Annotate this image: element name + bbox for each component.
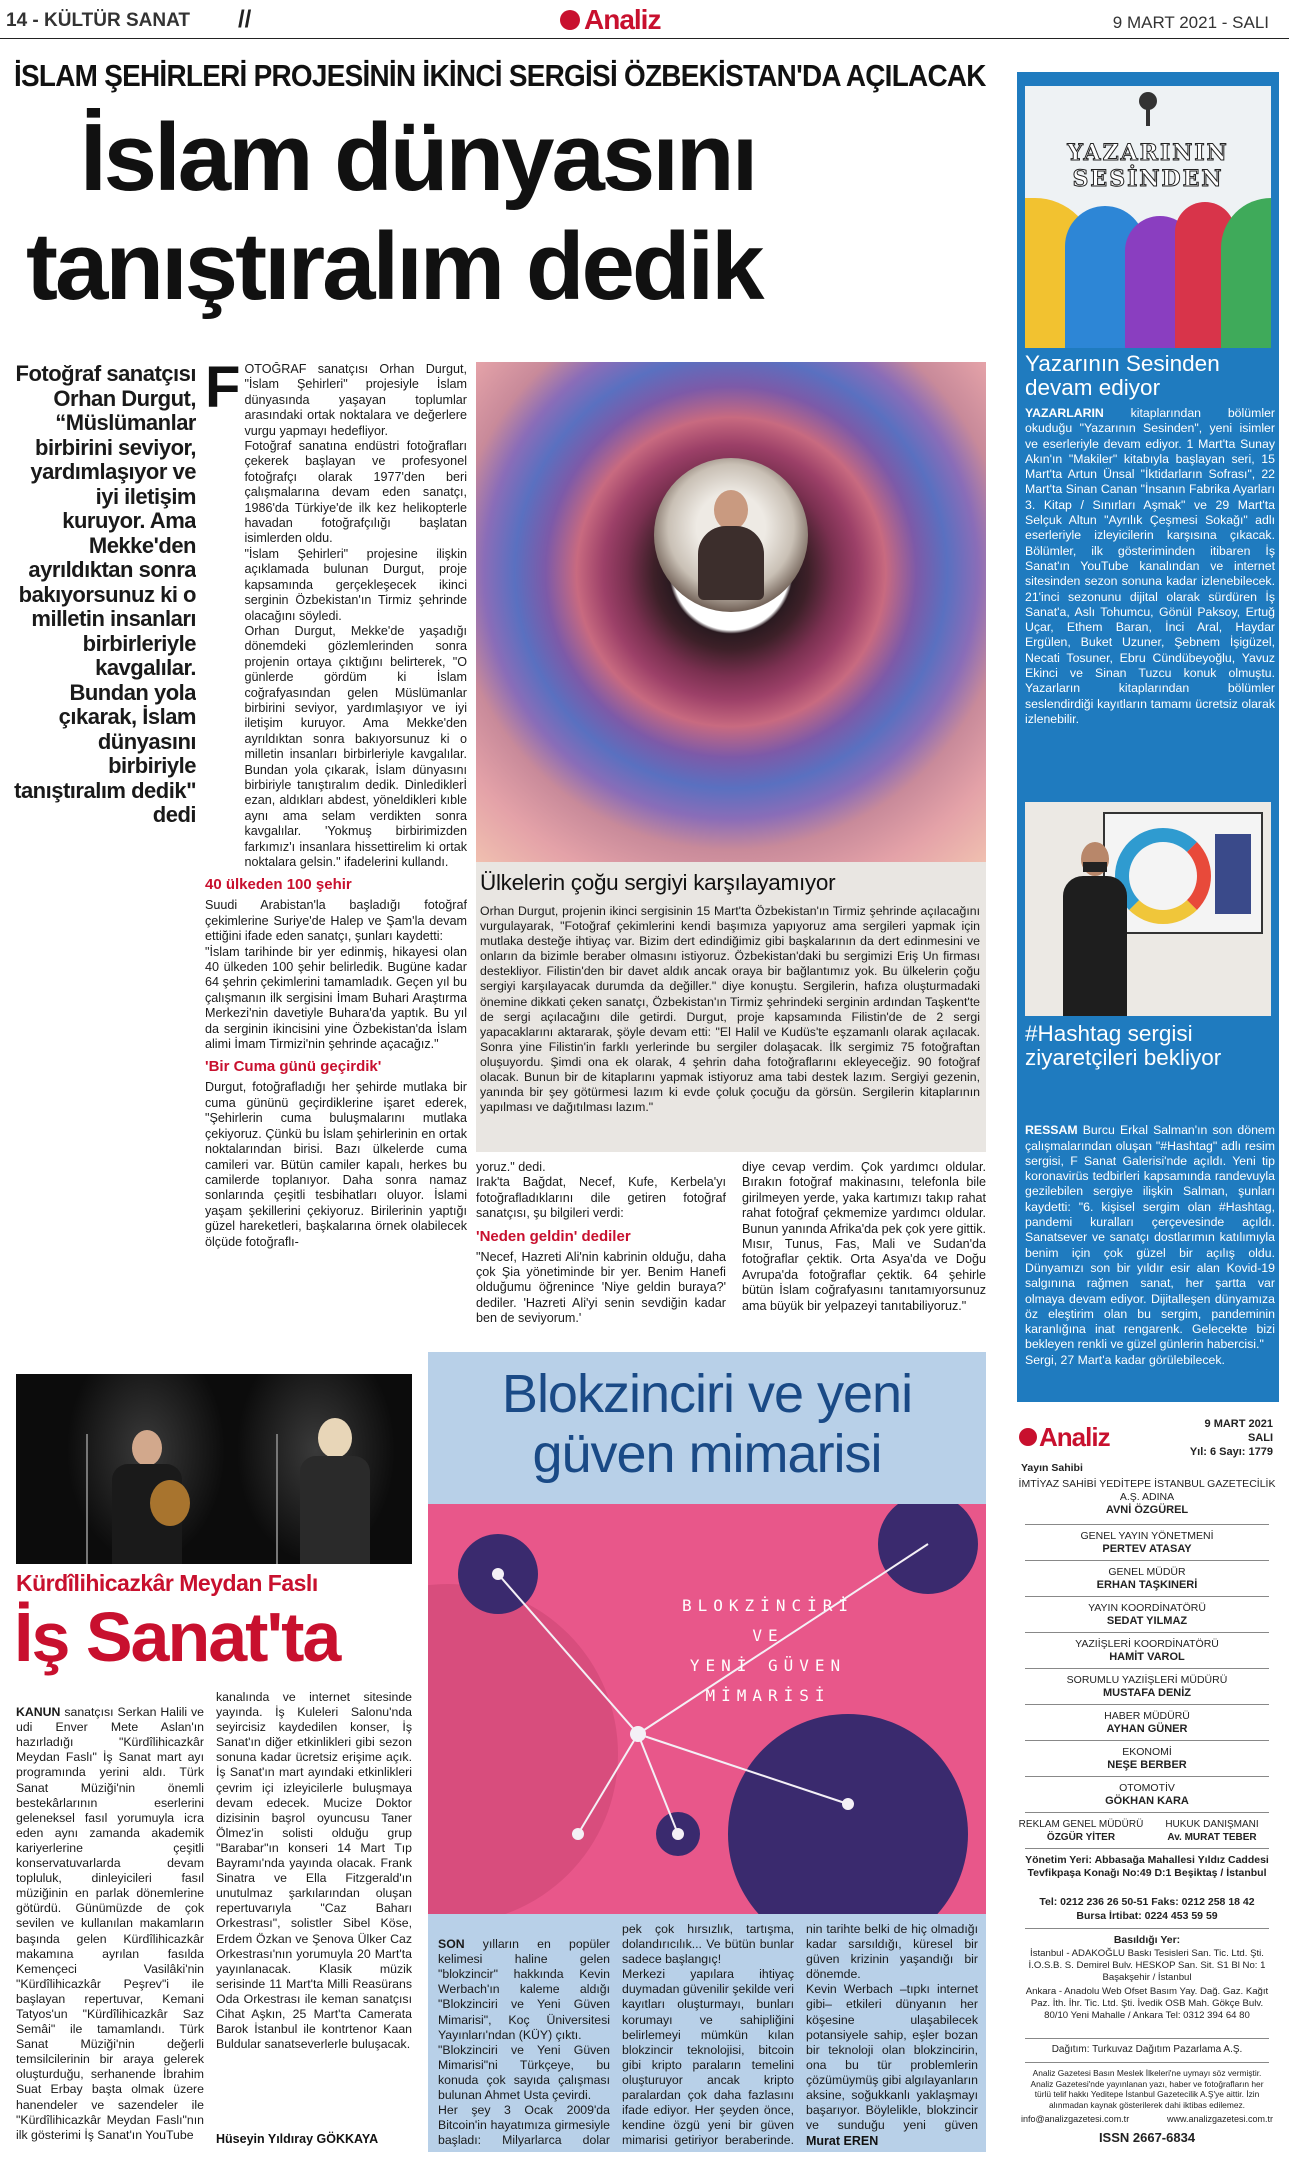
book-column-1 xyxy=(438,1922,610,2148)
masthead-issn: ISSN 2667-6834 xyxy=(1098,2130,1196,2145)
photo-orhan-durgut xyxy=(476,362,986,862)
concert-text-2: kanalında ve internet sitesinde yayında. İş Kuleleri Salonu'nda seyircisiz kaydedilen konser, İş Sanat'ın diğer etkinlikleri gibi sezon sonuna kadar ücretsiz erişime açık. İş Sanat'ın mart ayındaki etkinlikleri çevrim içi izleyicilerle buluşmaya devam edecek. Mucize Doktor dizisinin başrol oyuncusu Taner Ölmez'in solisti olduğu grup "Barabar"ın konseri 14 Mart Tıp Bayramı'nda yayında olacak. Frank Sinatra ve Ella Fitzgerald'ın unutulmaz şarkılarından oluşan repertuvarıyla "Caz Baharı Orkestrası", solistler Sibel Köse, Erdem Özkan ve Şenova Ülker Caz Orkestrası'nın yorumuyla 20 Mart'ta yayınlanacak. Klasik müzik serisinde 11 Mart'ta Milli Reasürans Oda Orkestrası ile keman sanatçısı Cihat Aşkın, 25 Mart'ta Camerata Barok İstanbul ile kontrtenor Kaan Buldular sanatseverlerle buluşacak. xyxy=(216,1690,412,2052)
subhead-why-came: 'Neden geldin' dediler xyxy=(476,1227,631,1245)
book-headline-1: Blokzinciri ve yeni xyxy=(501,1364,913,1424)
subhead-40-countries: 40 ülkeden 100 şehir xyxy=(205,876,352,894)
masthead-reklam: REKLAM GENEL MÜDÜRÜ ÖZGÜR YİTER xyxy=(1018,1819,1144,1843)
masthead-logo: Analiz xyxy=(1039,1422,1110,1452)
book-column-3 xyxy=(806,1922,978,2148)
section-label: 14 - KÜLTÜR SANAT xyxy=(6,10,191,31)
headline-line-2: tanıştıralım dedik xyxy=(26,213,762,320)
book-lead: SON xyxy=(438,1937,465,1952)
oud-instrument xyxy=(150,1480,190,1526)
person-body xyxy=(698,526,764,600)
col2-text-b: "Necef, Hazreti Ali'nin kabrinin olduğu, daha çok Şia yönetiminde bir yer. Benim Hanefi olduğumu öğrenince 'Niye geldin buraya?' dediler. 'Hazreti Ali'yi senin sevdiğin kadar ben de seviyorum.' xyxy=(476,1249,726,1326)
masthead-print-head: Basıldığı Yer: xyxy=(1113,1934,1181,1946)
node-top-right xyxy=(878,1504,978,1594)
network-graphic xyxy=(428,1504,986,1914)
masthead-day: SALI xyxy=(1247,1432,1273,1444)
poster-title-2: SESİNDEN xyxy=(1072,166,1224,192)
musician-male xyxy=(112,1430,182,1564)
masthead-date: 9 MART 2021 xyxy=(1204,1418,1273,1430)
masthead-oto: OTOMOTİV GÖKHAN KARA xyxy=(1105,1782,1189,1807)
concert-headline: İş Sanat'ta xyxy=(14,1598,340,1676)
logo-text: Analiz xyxy=(584,4,661,35)
masthead-hukuk: HUKUK DANIŞMANI Av. MURAT TEBER xyxy=(1165,1819,1259,1843)
mic-stand-2 xyxy=(276,1434,278,1564)
concert-byline: Hüseyin Yıldıray GÖKKAYA xyxy=(216,2132,379,2146)
node-large-right xyxy=(728,1714,968,1914)
dropcap: F xyxy=(205,355,241,420)
item1-title: Yazarının Sesinden devam ediyor xyxy=(1025,351,1220,400)
masthead-issue: Yıl: 6 Sayı: 1779 xyxy=(1189,1446,1273,1458)
masthead-gm: GENEL MÜDÜR ERHAN TAŞKINERİ xyxy=(1096,1566,1198,1591)
masthead-email[interactable]: info@analizgazetesi.com.tr xyxy=(1021,2114,1130,2124)
article-column-2 xyxy=(476,1160,726,1360)
subhead-friday: 'Bir Cuma günü geçirdik' xyxy=(205,1058,382,1076)
masthead-bursa: Bursa İrtibat: 0224 453 59 59 xyxy=(1076,1910,1218,1922)
cover-text-4: MİMARİSİ xyxy=(705,1686,831,1705)
logo-icon xyxy=(560,10,580,30)
poster-face-green xyxy=(1221,198,1271,348)
header-rule xyxy=(0,38,1289,39)
concert-text-1: sanatçısı Serkan Halili ve udi Enver Mete Aslan'ın hazırladığı "Kürdîlihicazkâr Meydan Faslı" İş Sanat mart ayı programında yerini aldı. Türk Sanat Müziği'nin önemli bestekârlarının eserlerini geleneksel fasıl yorumuyla icra eden aynı zamanda akademik kariyerlerine çeşitli konservatuvarlarda devam topluluk, dinleyicileri fasıl müziğinin en parlak dönemlerine götürdü. Günümüzde de çok sevilen ve kullanılan makamların başında gelen Kürdîlihicazkâr makamına ayrılan fasılda Kemençeci Vasilâki'nin "Kürdîlihicazkâr Peşrev"i ile başlayan repertuvar, Kemani Tatyos'un "Kürdîlihicazkâr Saz Semâi" ile tamamlandı. Türk Sanat Müziği'nin değerli temsilcilerinin bir araya gelerek oluşturduğu, serhanende İbrahim Suat Erbay başta olmak üzere hanendeler ve sazendeler ile "Kürdîlihicazkâr Meydan Faslı"nın ilk gösterimi İş Sanat'ın YouTube xyxy=(16,1705,204,2142)
item1-lead: YAZARLARIN xyxy=(1025,406,1104,420)
item1-body xyxy=(1025,406,1275,826)
masthead-dist: Dağıtım: Turkuvaz Dağıtım Pazarlama A.Ş. xyxy=(1051,2044,1243,2055)
poster-tree-icon xyxy=(1135,92,1161,126)
cover-text-1: BLOKZİNCİRİ xyxy=(682,1596,854,1615)
masthead-eko: EKONOMİ NEŞE BERBER xyxy=(1107,1746,1187,1771)
col1-text-c: Durgut, fotoğrafladığı her şehirde mutlaka bir cuma gününü geçirdiklerine işaret ederek, "Şehirlerin cuma buluşmalarını mutlaka çekiyoruz. Çünkü bu İslam şehirlerinin en ortak noktalarından birisi. Bazı ülkelerde cuma camileri var. Bütün camiler kapalı, herkes bu camilerde toplanıyor. Daha sonra namaz sonlarında çeşitli tesbihatları oluyor. İslami yaşam şekillerini çekiyoruz. Birilerinin yaptığı güzel hareketleri, başkalarına örnek olabilecek ölçüde fotoğraflı- xyxy=(205,1080,467,1249)
item2-text: Burcu Erkal Salman'ın son dönem çalışmalarından oluşan "#Hashtag" adlı resim sergisi, F Sanat Galerisi'nde açıldı. Yeni tip koronavirüs tedbirleri kapsamında randevuyla gezilebilen sergiye ilişkin Salman, şunları kaydetti: "6. kişisel sergim olan #Hashtag, pandemi kuralları çerçevesinde açıldı. Sanatsever ve sanatçı dostlarımın katılımıyla benim için çok güzel bir açılış oldu. Dünyamızı son bir yıldır esir alan Kovid-19 salgınına rağmen sanat, her şartta var olmaya devam ediyor. Dijitalleşen dünyamıza öz eleştirim olan bu sergim, pandeminin karanlığına inat rengarenk. Gelecekte bizi bekleyen renkli ve güzel günlerin habercisi." Sergi, 27 Mart'a kadar görülebilecek. xyxy=(1025,1123,1275,1367)
masthead-hm: HABER MÜDÜRÜ AYHAN GÜNER xyxy=(1104,1710,1190,1735)
painting xyxy=(1103,812,1263,934)
photo-hashtag-exhibition xyxy=(1025,802,1271,1016)
page-header xyxy=(0,0,1289,38)
header-logo xyxy=(560,4,740,34)
mic-stand-1 xyxy=(86,1434,88,1564)
poster-title-1: YAZARININ xyxy=(1067,140,1229,166)
masthead-yik: YAZIİŞLERİ KOORDİNATÖRÜ HAMİT VAROL xyxy=(1075,1638,1219,1663)
node-large-left xyxy=(428,1584,618,1914)
masthead-ethics: Analiz Gazetesi Basın Meslek İlkeleri'ne uymayı söz vermiştir. Analiz Gazetesi'nde yayınlanan yazı, haber ve fotoğrafların her türlü telif hakkı Yeditepe İstanbul Gazetecilik A.Ş'ye aittir. İzin alınmadan kaynak gösterilerek dahi iktibas edilemez. xyxy=(1030,2068,1264,2110)
masthead-yk: YAYIN KOORDİNATÖRÜ SEDAT YILMAZ xyxy=(1088,1602,1206,1627)
section-slashes: // xyxy=(238,6,252,33)
person-head xyxy=(714,490,748,530)
info-box-title: Ülkelerin çoğu sergiyi karşılayamıyor xyxy=(480,870,836,895)
concert-lead: KANUN xyxy=(16,1705,61,1720)
item2-body xyxy=(1025,1108,1275,1398)
book-column-2: pek çok hırsızlık, tartışma, dolandırıcılık... Ve bütün bunlar sadece başlangıç! Merkezi yapılara ihtiyaç duymadan güvenilir şekilde veri kayıtları oluşturmayı, bunları korumayı ve sahipliğini belirlemeyi mümkün kılan blokzincir teknolojisi, bitcoin gibi kripto paraların temelini oluşturuyor ancak kripto paralardan çok daha fazlasını ifade ediyor. Her şeyden önce, kendine özgü yeni bir güven mimarisi getiriyor beraberinde. xyxy=(622,1922,794,2148)
masthead-web[interactable]: www.analizgazetesi.com.tr xyxy=(1166,2114,1273,2124)
masthead xyxy=(1017,1414,1277,2154)
item2-lead: RESSAM xyxy=(1025,1123,1078,1138)
cover-text-2: VE xyxy=(752,1626,784,1645)
cover-text-3: YENİ GÜVEN xyxy=(689,1656,847,1675)
masthead-logo-icon xyxy=(1019,1428,1037,1446)
masthead-owner: İMTİYAZ SAHİBİ YEDİTEPE İSTANBUL GAZETECİLİK A.Ş. ADINA AVNİ ÖZGÜREL xyxy=(1018,1478,1276,1516)
pull-quote: Fotoğraf sanatçısı Orhan Durgut, “Müslümanlar birbirini seviyor, yardımlaşıyor ve iyi iletişim kuruyor. Ama Mekke'den ayrıldıktan sonra bakıyorsunuz ki o milletin insanları birbirleriyle kavgalılar. Bundan yola çıkarak, İslam dünyasını birbiriyle tanıştıralım dedik" dedi xyxy=(14,362,196,827)
info-box xyxy=(476,862,986,1152)
book-text-1: yılların en popüler kelimesi haline gelen "blokzincir" hakkında Kevin Werbach'ın kaleme aldığı "Blokzinciri ve Yeni Güven Mimarisi", Koç Üniversitesi Yayınları'ndan (KÜY) çıktı. "Blokzinciri ve Yeni Güven Mimarisi"ni Türkçeye, bu konuda çok sayıda çalışması bulunan Ahmet Usta çevirdi. Her şey 3 Ocak 2009'da Bitcoin'in hayatımıza girmesiyle başladı: Milyarlarca dolar xyxy=(438,1937,610,2148)
article-column-3: diye cevap verdim. Çok yardımcı oldular. Bırakın fotoğraf makinasını, telefonla bile girilmeyen yerde, yaka kartımızı takıp rahat rahat fotoğraf çekmemize yardımcı oldular. Bunun yanında Afrika'da pek çok yere gittik. Mısır, Tunus, Fas, Mali ve Sudan'da fotoğraflar çektik. Orta Asya'da ve Doğu Avrupa'da fotoğraflar çektik. 64 şehirle bütün İslam coğrafyasını tanıtamıyorsunuz ama büyük bir yelpazeyi tanıtabiliyoruz." xyxy=(742,1160,986,1313)
article-kicker: İSLAM ŞEHİRLERİ PROJESİNİN İKİNCİ SERGİSİ ÖZBEKİSTAN'DA AÇILACAK xyxy=(14,58,986,93)
book-article xyxy=(428,1352,986,2152)
masthead-gyy: GENEL YAYIN YÖNETMENİ PERTEV ATASAY xyxy=(1080,1530,1214,1555)
masthead-syim: SORUMLU YAZIİŞLERİ MÜDÜRÜ MUSTAFA DENİZ xyxy=(1066,1674,1228,1699)
concert-kicker: Kürdîlihicazkâr Meydan Faslı xyxy=(16,1570,318,1596)
info-box-text: Orhan Durgut, projenin ikinci sergisinin 15 Mart'ta Özbekistan'ın Tirmiz şehrinde açılacağını vurgulayarak, "Fotoğraf çekimlerini kendi başımıza yapıyoruz ama sergileri yapmak için mutlaka desteğe ihtiyaç var. Bizim dert edindiğimiz gibi başkalarının da dert edinmesini ve onların da bizimle beraber olmasını istiyoruz. Özbekistan'daki bu sergimizi Eriş Un firması destekliyor. Filistin'den bir davet aldık ancak oraya bir bağlantımız yok. Bu ülkelerin çoğu sergiyi karşılayacak durumda da değiller." diye konuştu. Sergilerin, hafıza oluşturmadaki önemine dikkati çeken sanatçı, Özbekistan'ın Tirmiz şehrindeki serginin ardından Taşkent'te de sergi açılacağını dile getirdi. Durgut, proje kapsamında Filistin'de de 2 sergi yapacaklarını aktararak, şöyle devam etti: "El Halil ve Kudüs'te eşzamanlı olarak açılacak. Sonra yine Filistin'in farklı yerlerinde bu sergiler dolaşacak. İlk sergimiz 75 fotoğraftan oluşuyordu. Şimdi ona ek olarak, 4 şehrin daha fotoğraflarını ekleyeceğiz. 90 fotoğraf olacak. Bunun bir de kitaplarını yapmak istiyoruz ama tabi destek lazım. Sergiyi gezenin, yanında bir şey götürmesi lazım ki evde çoluk çocuğu da görsün. Sergilerin kitaplarının yapılması ve dağıtılması lazım." xyxy=(480,904,980,1115)
item2-title: #Hashtag sergisi ziyaretçileri bekliyor xyxy=(1025,1021,1222,1070)
book-cover xyxy=(428,1504,986,1914)
right-sidebar xyxy=(1017,72,1279,1402)
col2-text-a: yoruz." dedi. Irak'ta Bağdat, Necef, Kufe, Kerbela'yı fotoğrafladıklarını dile getiren fotoğraf sanatçısı, şu bilgileri verdi: xyxy=(476,1160,726,1221)
issue-date: 9 MART 2021 - SALI xyxy=(1112,13,1269,32)
masthead-print-1: İstanbul - ADAKOĞLU Baskı Tesisleri San. Tic. Ltd. Şti. İ.O.S.B. S. Demirel Bulv. HESKOP San. Sit. S1 Bl No: 1 Başakşehir / İstanbul xyxy=(1028,1948,1266,1983)
masthead-owner-label: Yayın Sahibi xyxy=(1021,1462,1083,1474)
artist-figure xyxy=(1063,842,1127,1016)
masthead-address: Yönetim Yeri: Abbasağa Mahallesi Yıldız Caddesi Tevfikpaşa Konağı No:49 D:1 Beşiktaş / İstanbul xyxy=(1025,1854,1269,1879)
photo-concert xyxy=(16,1374,412,1564)
masthead-tel: Tel: 0212 236 26 50-51 Faks: 0212 258 18 42 xyxy=(1039,1896,1255,1908)
col1-text-a: OTOĞRAF sanatçısı Orhan Durgut, "İslam Şehirleri" projesiyle İslam dünyasında yaşayan toplumlar arasındaki ortak noktalara ve değerlere vurgu yapmayı hedefliyor. Fotoğraf sanatına endüstri fotoğrafları çekerek başlayan ve profesyonel fotoğrafçı olarak 1977'den beri çalışmalarına devam eden sanatçı, 1986'da Türkiye'de ilk kez helikopterle havadan fotoğrafçılığı başlatan isimlerden oldu. "İslam Şehirleri" projesine ilişkin açıklamada bulunan Durgut, proje kapsamında gerçekleşecek ikinci serginin Özbekistan'ın Tirmiz şehrinde olacağını söyledi. Orhan Durgut, Mekke'de yaşadığı dönemdeki gözlemlerinden sonra projenin ortaya çıktığını belirterek, "O günlerde gördüm ki İslam coğrafyasından gelen Müslümanlar birbirini seviyor, yardımlaşıyor ve iyi iletişim kuruyor. Ama Mekke'den ayrıldıktan sonra bakıyorsunuz ki o milletin insanları birbirleriyle kavgalılar. Bundan yola çıkarak, İslam dünyasını birbiriyle tanıştıralım dedik. Dinlediklerİ ezan, aldıkları abdest, yöneldikleri kıble aynı ama selam verdikten sonra kavgalılar. 'Yokmuş birbirimizden farkımız'ı insanlara hissettirelim ki ortak noktalara gelsin." ifadelerini kullandı. xyxy=(244,362,467,869)
book-text-3: nin tarihte belki de hiç olmadığı kadar sarsıldığı, küresel bir güven krizinin yaşandığı bir dönemde. Kevin Werbach –tıpkı internet gibi– etkileri dünyanın her köşesine ulaşabilecek potansiyele sahip, eşler bozan bir teknoloji olan blokzincirin, ona bu tür problemlerin çözümüymüş gibi algılayanların aksine, soğukkanlı yaklaşmayı başarıyor. Böylelikle, blokzincir ve sunduğu yeni güven xyxy=(806,1922,978,2133)
article-column-1 xyxy=(205,355,467,1362)
masthead-print-2: Ankara - Anadolu Web Ofset Basım Yay. Dağ. Gaz. Kağıt Paz. İth. İhr. Tic. Ltd. Şti. İvedik OSB Mah. Gökçe Bulv. 80/10 Yeni Mahalle / Ankara Tel: 0312 394 64 80 xyxy=(1025,1986,1269,2021)
headline-line-1: İslam dünyasını xyxy=(80,104,756,211)
item1-text: kitaplarından bölümler okuduğu "Yazarının Sesinden", yeni isimler ve eserleriyle devam ediyor. 1 Mart'ta Sunay Akın'ın "Makiler" kitabıyla başlayan seri, 15 Mart'ta Artun Ünsal "İktidarların Sofrası", 22 Mart'ta Sinan Canan "İnsanın Fabrika Ayarları 3. Kitap / Sınırları Aşmak" ve 29 Mart'ta Selçuk Altun "Ayrılık Çeşmesi Sokağı" adlı eserleriyle izleyicilerin karşısına çıkacak. Bölümler, ilk gösteriminden itibaren İş Sanat'ın YouTube kanalından ve internet sitesinden sezon sonuna kadar izlenebilecek. 21'inci sezonunu dijital olarak sürdüren İş Sanat'a, Aslı Tohumcu, Gönül Paksoy, Ertuğ Uçar, Ethem Baran, İnci Aral, Haydar Ergülen, Buket Uzuner, Şebnem İşigüzel, Necati Tosuner, Ebru Cündübeyoğlu, Yavuz Ekinci ve Sinan Tuzcu konuk olmuştu. Yazarların kitaplarından bölümler seslendirdiği kayıtların tamamı ücretsiz olarak izlenebilir. xyxy=(1025,406,1275,726)
musician-female xyxy=(300,1418,370,1564)
poster-yazarinin-sesinden xyxy=(1025,86,1271,348)
book-byline: Murat EREN xyxy=(806,2134,879,2148)
col1-text-b: Suudi Arabistan'la başladığı fotoğraf çekimlerine Suriye'de Halep ve Şam'la devam ettiğini ifade eden sanatçı, şunları kaydetti: "İslam tarihinde bir yer edinmiş, hikayesi olan 40 ülkeden 100 şehir belirledik. Bugüne kadar 64 şehrin çekimlerini tamamladık. Geçen yıl bu çalışmanın ilk sergisini İmam Buhari Araştırma Merkezi'nin davetiyle Buhara'da yaptık. Bu yıl da serginin ikincisini yine Özbekistan'da İslam alimi İmam Tirmizi'nin şehrinde açacağız." xyxy=(205,898,467,1052)
concert-column-2 xyxy=(216,1690,412,2152)
concert-column-1 xyxy=(16,1690,204,2152)
book-headline-2: güven mimarisi xyxy=(532,1424,882,1484)
person-figure xyxy=(698,490,764,600)
